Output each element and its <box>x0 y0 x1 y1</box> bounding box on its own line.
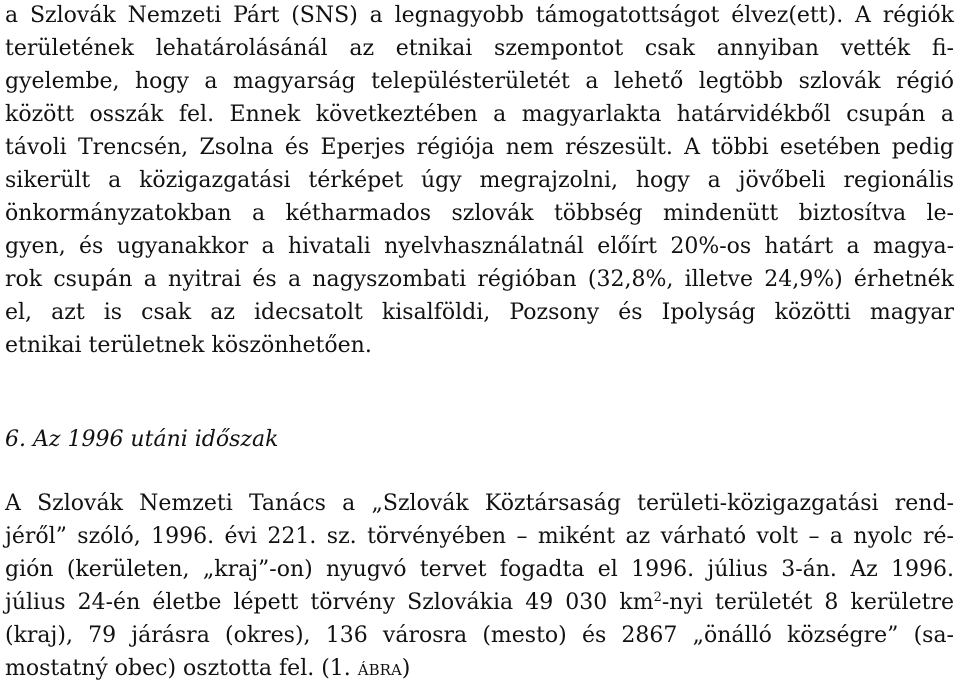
paragraph-line: rok csupán a nyitrai és a nagyszombati régióban (32,8%, illetve 24,9%) érhetnék <box>5 267 954 292</box>
line-text: mostatný obec) osztotta fel. (1. <box>5 656 358 681</box>
paragraph-line: önkormányzatokban a kétharmados szlovák többség mindenütt biztosítva le- <box>5 201 954 226</box>
line-text: ) <box>401 656 411 681</box>
paragraph-line: el, azt is csak az idecsatolt kisalföldi, Pozsony és Ipolyság közötti magyar <box>5 300 954 325</box>
paragraph-line: A Szlovák Nemzeti Tanács a „Szlovák Köztársaság területi-közigazgatási rend- <box>5 491 954 516</box>
paragraph-line: között osszák fel. Ennek következtében a magyarlakta határvidékből csupán a <box>5 102 954 127</box>
paragraph-line: etnikai területnek köszönhetően. <box>5 333 372 358</box>
paragraph-line <box>5 653 954 685</box>
line-text: -nyi területét 8 kerületre <box>661 590 954 615</box>
paragraph-line: jéről” szóló, 1996. évi 221. sz. törvényében – miként az várható volt – a nyolc ré- <box>5 524 954 549</box>
paragraph-line: (kraj), 79 járásra (okres), 136 városra (mesto) és 2867 „önálló községre” (sa- <box>5 623 954 648</box>
paragraph-line: gión (kerületen, „kraj”-on) nyugvó tervet fogadta el 1996. július 3-án. Az 1996. <box>5 557 954 582</box>
paragraph-line: gyelembe, hogy a magyarság településterületét a lehető legtöbb szlovák régió <box>5 69 954 94</box>
paragraph-line: gyen, és ugyanakkor a hivatali nyelvhasználatnál előírt 20%-os határt a magya- <box>5 234 954 259</box>
paragraph-line: területének lehatárolásánál az etnikai szempontot csak annyiban vették fi- <box>5 36 954 61</box>
figure-reference: ábra <box>357 656 402 681</box>
superscript: 2 <box>653 590 662 605</box>
paragraph-line: távoli Trencsén, Zsolna és Eperjes régiója nem részesült. A többi esetében pedig <box>5 135 954 160</box>
paragraph-line <box>5 587 954 619</box>
paragraph-line: a Szlovák Nemzeti Párt (SNS) a legnagyobb támogatottságot élvez(ett). A régiók <box>5 3 954 28</box>
line-text: július 24-én életbe lépett törvény Szlovákia 49 030 km <box>5 590 654 615</box>
section-heading: 6. Az 1996 utáni időszak <box>5 427 279 452</box>
paragraph-line: sikerült a közigazgatási térképet úgy megrajzolni, hogy a jövőbeli regionális <box>5 168 954 193</box>
